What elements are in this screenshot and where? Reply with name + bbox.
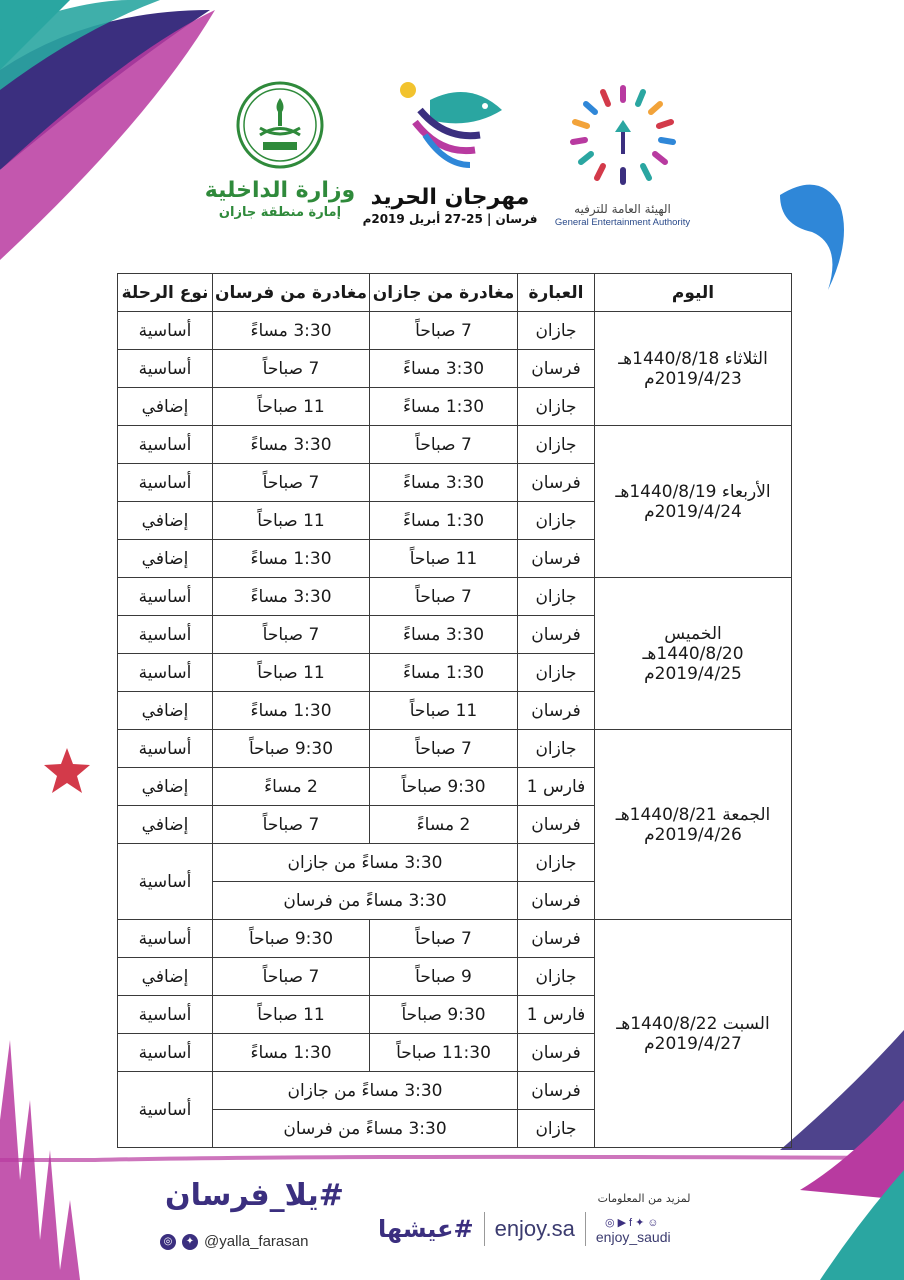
merged-departure-cell: 3:30 مساءً من جازان xyxy=(213,844,518,882)
moi-subtitle: إمارة منطقة جازان xyxy=(218,205,342,220)
ferry-cell: جازان xyxy=(518,654,595,692)
fish-logo-icon xyxy=(390,80,510,175)
day-date-line: 2019/4/25م xyxy=(644,663,742,684)
ferry-cell: فرسان xyxy=(518,464,595,502)
ferry-cell: جازان xyxy=(518,312,595,350)
trip-type-cell: إضافي xyxy=(118,502,213,540)
header-day: اليوم xyxy=(595,274,792,312)
ferry-cell: فرسان xyxy=(518,616,595,654)
header-from-farasan: مغادرة من فرسان xyxy=(213,274,370,312)
header-ferry: العبارة xyxy=(518,274,595,312)
day-date-line: 2019/4/23م xyxy=(644,368,742,389)
table-row xyxy=(118,426,792,464)
ferry-cell: جازان xyxy=(518,388,595,426)
footer-hashtag: #يلا_فرسان xyxy=(165,1178,344,1213)
farasan-departure-cell: 2 مساءً xyxy=(213,768,370,806)
farasan-departure-cell: 1:30 مساءً xyxy=(213,540,370,578)
jazan-departure-cell: 7 صباحاً xyxy=(370,578,518,616)
trip-type-cell: أساسية xyxy=(118,426,213,464)
day-cell xyxy=(595,426,792,578)
day-cell xyxy=(595,312,792,426)
day-cell xyxy=(595,730,792,920)
farasan-departure-cell: 9:30 صباحاً xyxy=(213,920,370,958)
gea-english-name: General Entertainment Authority xyxy=(554,217,691,228)
day-date-line: 2019/4/27م xyxy=(644,1033,742,1054)
jazan-departure-cell: 11 صباحاً xyxy=(370,540,518,578)
farasan-departure-cell: 1:30 مساءً xyxy=(213,692,370,730)
enjoy-website: enjoy.sa xyxy=(494,1216,575,1241)
jazan-departure-cell: 3:30 مساءً xyxy=(370,350,518,388)
enjoy-username: enjoy_saudi xyxy=(595,1229,671,1245)
trip-type-cell: أساسية xyxy=(118,654,213,692)
trip-type-cell: أساسية xyxy=(118,578,213,616)
header-trip-type: نوع الرحلة xyxy=(118,274,213,312)
ferry-cell: فرسان xyxy=(518,920,595,958)
day-cell xyxy=(595,578,792,730)
ferry-cell: فارس 1 xyxy=(518,768,595,806)
table-row xyxy=(118,920,792,958)
jazan-departure-cell: 7 صباحاً xyxy=(370,920,518,958)
trip-type-cell: إضافي xyxy=(118,540,213,578)
day-name-line: السبت 1440/8/22هـ xyxy=(616,1013,770,1034)
ferry-cell: فرسان xyxy=(518,350,595,388)
divider xyxy=(585,1212,586,1246)
farasan-departure-cell: 7 صباحاً xyxy=(213,616,370,654)
jazan-departure-cell: 11 صباحاً xyxy=(370,692,518,730)
trip-type-cell: أساسية xyxy=(118,1034,213,1072)
ferry-cell: جازان xyxy=(518,1110,595,1148)
social-handle: @yalla_farasan xyxy=(204,1233,309,1250)
trip-type-cell: أساسية xyxy=(118,920,213,958)
jazan-departure-cell: 7 صباحاً xyxy=(370,426,518,464)
farasan-departure-cell: 9:30 صباحاً xyxy=(213,730,370,768)
ferry-cell: فرسان xyxy=(518,806,595,844)
jazan-departure-cell: 9:30 صباحاً xyxy=(370,768,518,806)
festival-subtitle: فرسان | 25-27 أبريل 2019م xyxy=(362,212,538,226)
merged-departure-cell: 3:30 مساءً من فرسان xyxy=(213,1110,518,1148)
day-date-line: 2019/4/26م xyxy=(644,824,742,845)
farasan-departure-cell: 3:30 مساءً xyxy=(213,578,370,616)
trip-type-cell: أساسية xyxy=(118,996,213,1034)
ferry-cell: فرسان xyxy=(518,540,595,578)
enjoy-account xyxy=(596,1213,671,1245)
farasan-departure-cell: 11 صباحاً xyxy=(213,502,370,540)
jazan-departure-cell: 1:30 مساءً xyxy=(370,654,518,692)
ferry-cell: جازان xyxy=(518,578,595,616)
farasan-departure-cell: 7 صباحاً xyxy=(213,958,370,996)
jazan-departure-cell: 3:30 مساءً xyxy=(370,616,518,654)
ferry-cell: جازان xyxy=(518,730,595,768)
twitter-icon: ✦ xyxy=(182,1234,198,1250)
jazan-departure-cell: 1:30 مساءً xyxy=(370,388,518,426)
jazan-departure-cell: 7 صباحاً xyxy=(370,730,518,768)
farasan-departure-cell: 7 صباحاً xyxy=(213,350,370,388)
day-hijri-line: 1440/8/20هـ xyxy=(642,643,744,664)
trip-type-cell: أساسية xyxy=(118,350,213,388)
merged-departure-cell: 3:30 مساءً من فرسان xyxy=(213,882,518,920)
moi-title: وزارة الداخلية xyxy=(204,178,356,203)
farasan-departure-cell: 7 صباحاً xyxy=(213,464,370,502)
ferry-cell: فرسان xyxy=(518,1072,595,1110)
trip-type-cell: أساسية xyxy=(118,464,213,502)
ferry-cell: جازان xyxy=(518,426,595,464)
more-info-label: لمزيد من المعلومات xyxy=(597,1192,691,1205)
farasan-departure-cell: 11 صباحاً xyxy=(213,996,370,1034)
farasan-departure-cell: 11 صباحاً xyxy=(213,388,370,426)
red-star xyxy=(44,748,90,793)
ferry-cell: جازان xyxy=(518,958,595,996)
festival-logo xyxy=(360,80,540,226)
table-row xyxy=(118,578,792,616)
merged-departure-cell: 3:30 مساءً من جازان xyxy=(213,1072,518,1110)
trip-type-cell: أساسية xyxy=(118,616,213,654)
ferry-schedule-table xyxy=(117,273,792,1148)
enjoy-brand xyxy=(378,1212,671,1246)
day-name-line: الجمعة 1440/8/21هـ xyxy=(615,804,771,825)
instagram-icon: ◎ xyxy=(160,1234,176,1250)
farasan-departure-cell: 11 صباحاً xyxy=(213,654,370,692)
day-cell xyxy=(595,920,792,1148)
festival-title: مهرجان الحريد xyxy=(370,185,530,210)
farasan-departure-cell: 7 صباحاً xyxy=(213,806,370,844)
table-header-row xyxy=(118,274,792,312)
trip-type-cell: أساسية xyxy=(118,1072,213,1148)
gea-arabic-name: الهيئة العامة للترفيه xyxy=(574,202,671,216)
enjoy-hashtag: #عيشها xyxy=(378,1215,474,1243)
header-from-jazan: مغادرة من جازان xyxy=(370,274,518,312)
gea-logo xyxy=(540,80,705,228)
farasan-departure-cell: 3:30 مساءً xyxy=(213,312,370,350)
ferry-cell: فرسان xyxy=(518,882,595,920)
day-name-line: الخميس xyxy=(664,623,722,644)
ferry-cell: جازان xyxy=(518,502,595,540)
ferry-cell: فرسان xyxy=(518,692,595,730)
ferry-cell: جازان xyxy=(518,844,595,882)
trip-type-cell: إضافي xyxy=(118,958,213,996)
day-name-line: الثلاثاء 1440/8/18هـ xyxy=(618,348,768,369)
footer-social xyxy=(160,1233,308,1250)
day-date-line: 2019/4/24م xyxy=(644,501,742,522)
trip-type-cell: إضافي xyxy=(118,806,213,844)
trip-type-cell: إضافي xyxy=(118,692,213,730)
gea-burst-icon xyxy=(563,80,683,190)
divider xyxy=(484,1212,485,1246)
jazan-departure-cell: 9:30 صباحاً xyxy=(370,996,518,1034)
ferry-cell: فارس 1 xyxy=(518,996,595,1034)
trip-type-cell: أساسية xyxy=(118,312,213,350)
farasan-departure-cell: 1:30 مساءً xyxy=(213,1034,370,1072)
trip-type-cell: إضافي xyxy=(118,768,213,806)
jazan-departure-cell: 9 صباحاً xyxy=(370,958,518,996)
ferry-cell: فرسان xyxy=(518,1034,595,1072)
trip-type-cell: أساسية xyxy=(118,844,213,920)
trip-type-cell: أساسية xyxy=(118,730,213,768)
farasan-departure-cell: 3:30 مساءً xyxy=(213,426,370,464)
moi-logo xyxy=(200,80,360,220)
day-name-line: الأربعاء 1440/8/19هـ xyxy=(615,481,771,502)
social-icons-row: ◎▶f✦☺ xyxy=(604,1217,662,1229)
jazan-departure-cell: 1:30 مساءً xyxy=(370,502,518,540)
table-row xyxy=(118,312,792,350)
jazan-departure-cell: 3:30 مساءً xyxy=(370,464,518,502)
jazan-departure-cell: 7 صباحاً xyxy=(370,312,518,350)
table-row xyxy=(118,730,792,768)
jazan-departure-cell: 11:30 صباحاً xyxy=(370,1034,518,1072)
trip-type-cell: إضافي xyxy=(118,388,213,426)
moi-emblem-icon xyxy=(235,80,325,170)
jazan-departure-cell: 2 مساءً xyxy=(370,806,518,844)
